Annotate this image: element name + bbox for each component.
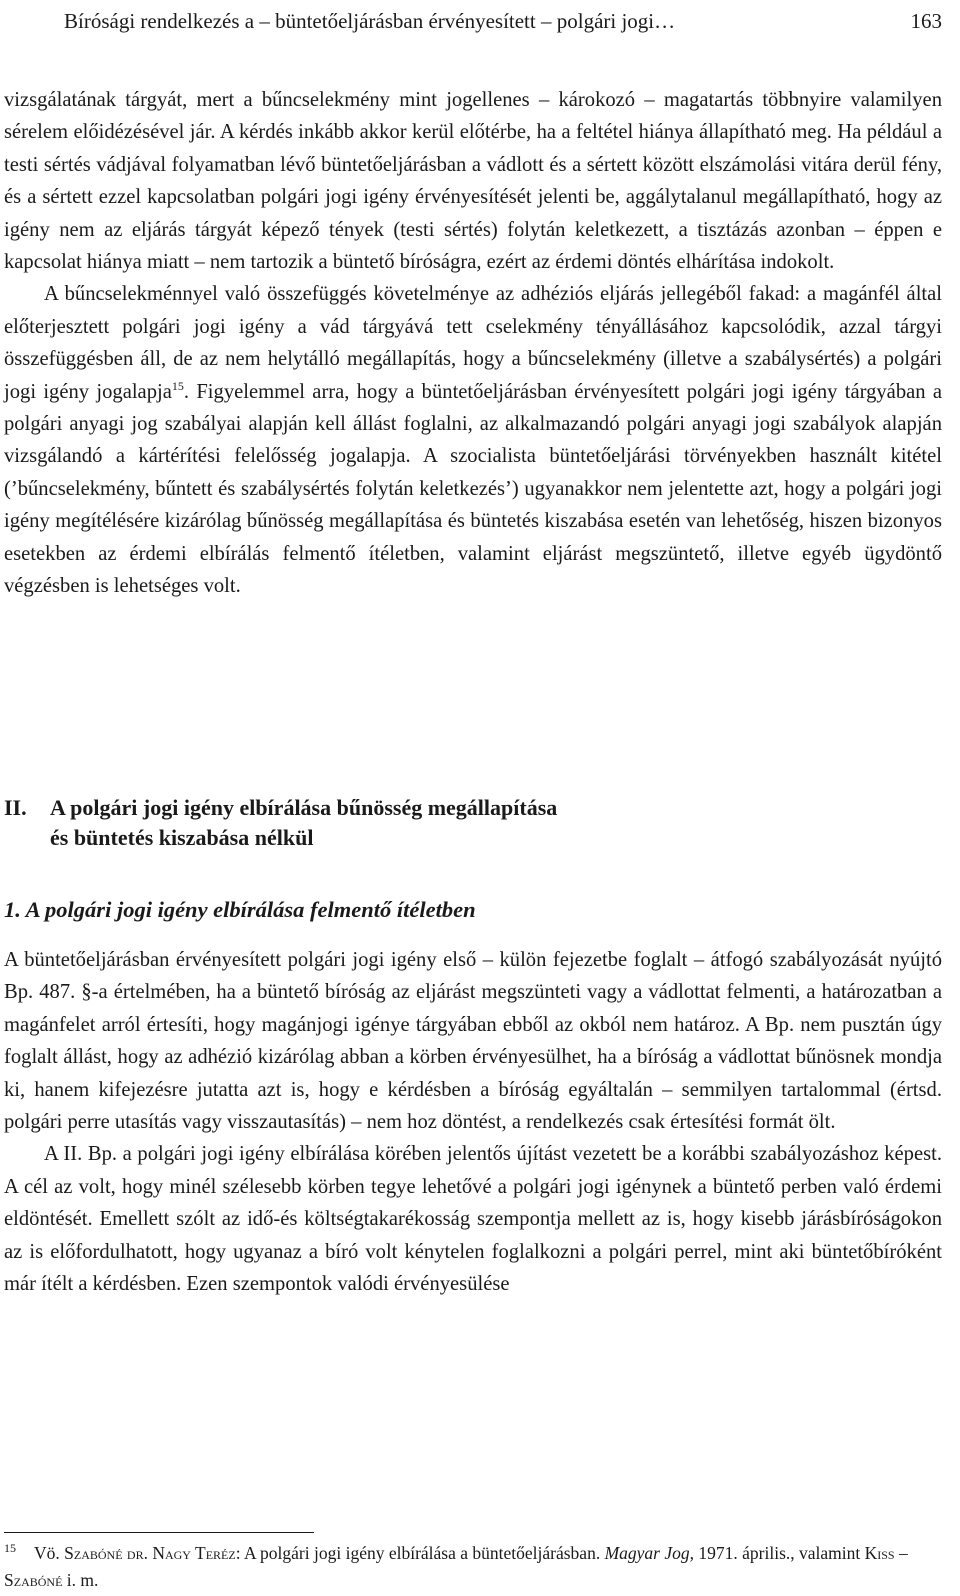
section-heading bbox=[4, 793, 942, 853]
paragraph-1: vizsgálatának tárgyát, mert a bűncselekmény mint jogellenes – károkozó – magatartás többnyire valamilyen sérelem előidézésével jár. A kérdés inkább akkor kerül előtérbe, ha a feltétel hiánya állapítható meg. Ha például a testi sértés vádjával folyamatban lévő büntetőeljárásban a vádlott és a sértett között elszámolási vitára derül fény, és a sértett ezzel kapcsolatban polgári jogi igény érvényesítését jelenti be, aggálytalanul megállapítható, hogy az igény nem az eljárás tárgyát képező tények (testi sértés) folytán keletkezett, a tisztázás azonban – éppen e kapcsolat hiánya miatt – nem tartozik a büntető bíróságra, ezért az érdemi döntés elhárítása indokolt. bbox=[4, 89, 942, 274]
body-text-bottom bbox=[4, 944, 942, 1300]
footnote-number: 15 bbox=[4, 1541, 16, 1556]
paragraph-2 bbox=[4, 278, 942, 602]
footnote-reference[interactable]: 15 bbox=[171, 378, 184, 393]
footnote-text: : A polgári jogi igény elbírálása a büntetőeljárásban. bbox=[235, 1543, 605, 1563]
running-header bbox=[64, 6, 942, 36]
footnote-ref-suffix: . bbox=[183, 380, 190, 403]
section-number: II. bbox=[4, 795, 27, 820]
footnote-tail: i. m. bbox=[62, 1570, 99, 1590]
page-number: 163 bbox=[910, 9, 942, 33]
footnote-divider bbox=[4, 1532, 314, 1533]
footnote-after-journal: 1971. április., valamint bbox=[694, 1543, 865, 1563]
paragraph-2-continuation: Figyelemmel arra, hogy a büntetőeljárásban érvényesített polgári jogi igény tárgyában a polgári anyagi jog szabályai alapján kell állást foglalni, az alkalmazandó polgári anyagi jogi szabályok alapján vizsgálandó a kártérítési felelősség jogalapja. A szocialista büntetőeljárási törvényekben használt kitétel (’bűncselekmény, bűntett és szabálysértés folytán keletkezés’) ugyanakkor nem jelentette azt, hogy a polgári jogi igény megítélésére kizárólag bűnösség megállapítása és büntetés kiszabása esetén van lehetőség, hiszen bizonyos esetekben az érdemi elbírálás felmentő ítéletben, valamint eljárást megszüntető, illetve egyéb ügydöntő végzésben is lehetséges volt. bbox=[4, 380, 942, 598]
footnote-author-1: Szabóné dr. Nagy Teréz bbox=[64, 1543, 236, 1563]
footnote-author-2: Kiss – Szabóné bbox=[4, 1543, 908, 1590]
footnote-prefix: Vö. bbox=[34, 1543, 65, 1563]
body-text-top bbox=[4, 84, 942, 603]
footnote-journal: Magyar Jog, bbox=[604, 1543, 695, 1563]
section-title-line1: A polgári jogi igény elbírálása bűnösség megállapítása bbox=[50, 795, 558, 820]
footnote-15 bbox=[4, 1540, 942, 1594]
paragraph-2-text: A bűncselekménnyel való összefüggés követelménye az adhéziós eljárás jellegéből fakad: a magánfél által előterjesztett polgári jogi igény a vád tárgyává tett cselekmény tényállásához kapcsolódik, azzal tárgyi összefüggésben áll, de az nem helytálló megállapítás, hogy a bűncselekmény (illetve a szabálysértés) a polgári jogi igény jogalapja bbox=[4, 283, 942, 403]
paragraph-4: A II. Bp. a polgári jogi igény elbírálása körében jelentős újítást vezetett be a korábbi szabályozáshoz képest. A cél az volt, hogy minél szélesebb körben tegye lehetővé a polgári jogi igénynek a büntető perben való érdemi eldöntését. Emellett szólt az idő-és költségtakarékosság szempontja mellett az is, hogy kisebb járásbíróságokon az is előfordulhatott, hogy ugyanaz a bíró volt kénytelen foglalkozni a polgári perrel, mint aki büntetőbíróként már ítélt a kérdésben. Ezen szempontok valódi érvényesülése bbox=[4, 1143, 942, 1296]
section-title-line2: és büntetés kiszabása nélkül bbox=[50, 825, 314, 850]
paragraph-3: A büntetőeljárásban érvényesített polgári jogi igény első – külön fejezetbe foglalt – átfogó szabályozását nyújtó Bp. 487. §-a értelmében, ha a büntető bíróság az eljárást megszünteti vagy a vádlottat felmenti, a határozatban a magánfelet arról értesíti, hogy magánjogi igénye tárgyában ebből az okból nem határoz. A Bp. nem pusztán úgy foglalt állást, hogy az adhézió kizárólag abban a körben érvényesülhet, ha a bíróság a vádlottat bűnösnek mondja ki, hanem kifejezésre jutatta azt is, hogy e kérdésben a bíróság egyáltalán – semmilyen tartalommal (értsd. polgári perre utasítás vagy visszautasítás) – nem hoz döntést, a rendelkezés csak értesítési formát ölt. bbox=[4, 949, 942, 1134]
running-header-title: Bírósági rendelkezés a – büntetőeljárásban érvényesített – polgári jogi… bbox=[64, 9, 676, 33]
subsection-heading: 1. A polgári jogi igény elbírálása felmentő ítéletben bbox=[4, 897, 476, 922]
